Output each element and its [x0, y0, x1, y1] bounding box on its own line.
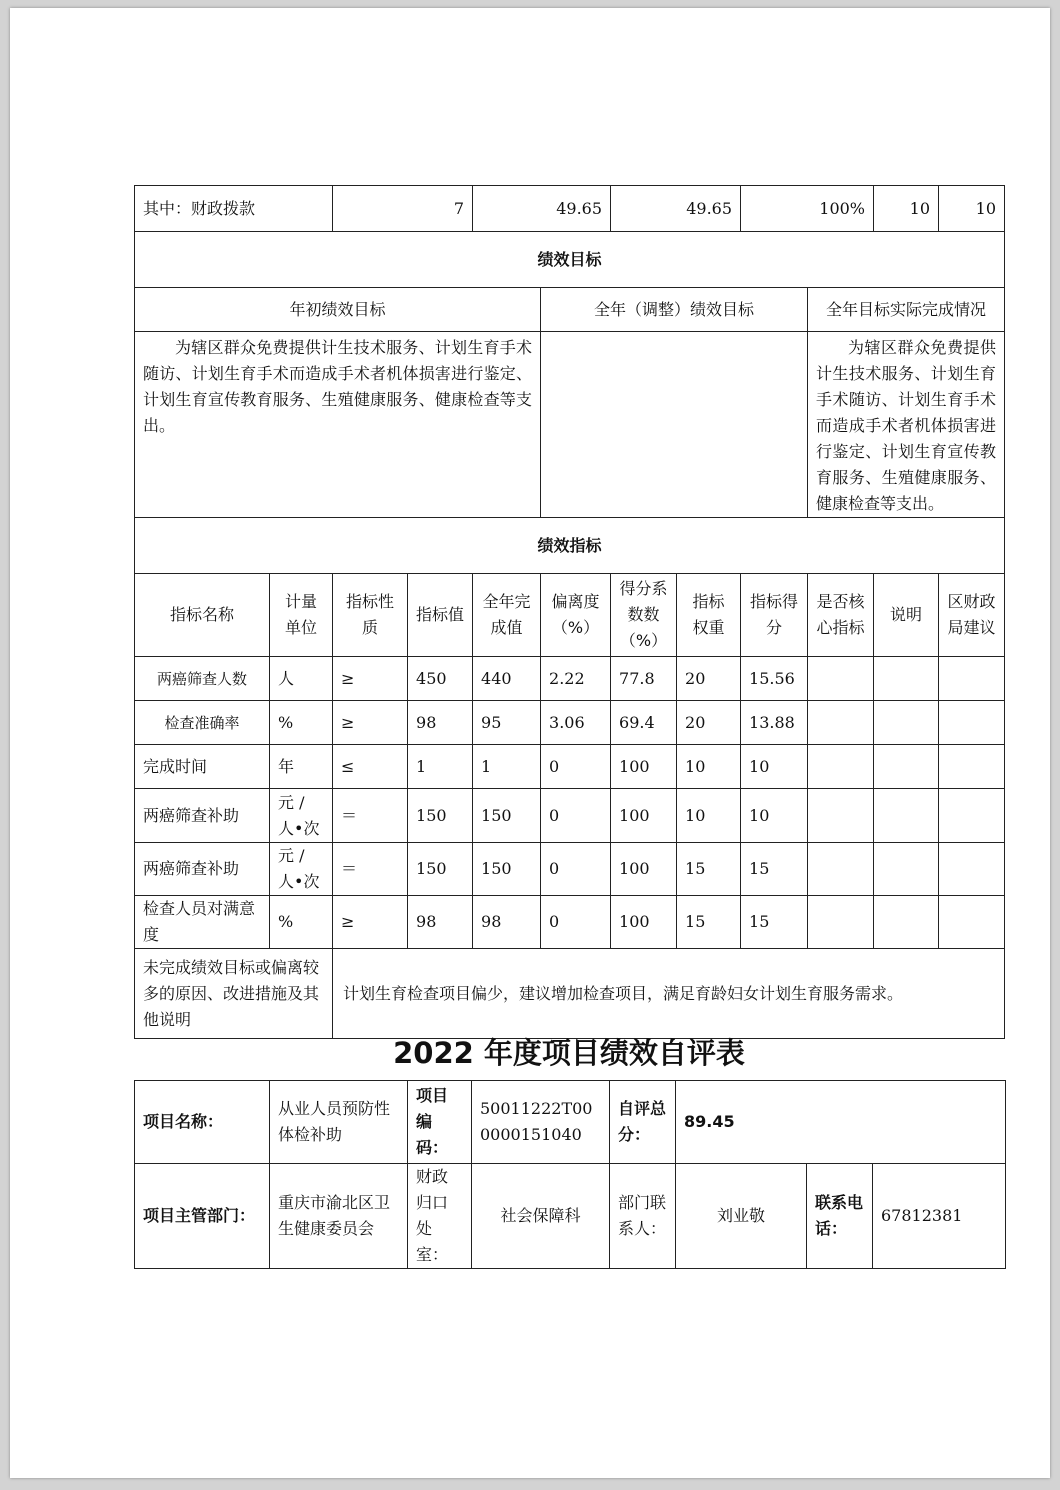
table-row [135, 701, 1005, 745]
indicator-actual: 440 [473, 657, 541, 701]
header-actual-value: 全年完成值 [473, 574, 541, 657]
indicator-actual: 150 [473, 789, 541, 843]
indicator-score: 15 [741, 843, 808, 896]
indicator-note [874, 843, 939, 896]
indicator-target: 150 [408, 843, 473, 896]
header-coefficient: 得分系数数（%） [611, 574, 677, 657]
indicator-target: 1 [408, 745, 473, 789]
indicator-deviation: 0 [541, 896, 611, 949]
form-title: 2022 年度项目绩效自评表 [393, 1036, 745, 1070]
indicator-unit: % [270, 896, 333, 949]
indicator-core [808, 701, 874, 745]
indicator-actual: 150 [473, 843, 541, 896]
indicator-name: 完成时间 [135, 745, 270, 789]
indicator-actual: 95 [473, 701, 541, 745]
funding-row [135, 186, 1005, 232]
funding-executed: 49.65 [611, 186, 741, 232]
self-score-label: 自评总分： [610, 1081, 676, 1164]
indicator-unit: 元 / 人•次 [270, 843, 333, 896]
indicator-core [808, 896, 874, 949]
indicator-advice [939, 843, 1005, 896]
goals-col-adjusted: 全年（调整）绩效目标 [541, 288, 808, 332]
indicator-nature: ≤ [333, 745, 408, 789]
self-score-value: 89.45 [676, 1081, 1006, 1164]
indicator-coefficient: 77.8 [611, 657, 677, 701]
table-row [135, 745, 1005, 789]
header-unit: 计量单位 [270, 574, 333, 657]
indicator-weight: 20 [677, 701, 741, 745]
indicator-weight: 15 [677, 896, 741, 949]
indicator-unit: 人 [270, 657, 333, 701]
indicator-nature: ＝ [333, 789, 408, 843]
indicator-deviation: 0 [541, 843, 611, 896]
indicator-nature: ≥ [333, 657, 408, 701]
header-target-value: 指标值 [408, 574, 473, 657]
indicators-header-row [135, 574, 1005, 657]
indicator-deviation: 0 [541, 789, 611, 843]
performance-table [134, 185, 1005, 1039]
indicators-section-title: 绩效指标 [135, 518, 1005, 574]
indicator-core [808, 745, 874, 789]
indicator-core [808, 843, 874, 896]
indicator-unit: 元 / 人•次 [270, 789, 333, 843]
indicator-deviation: 3.06 [541, 701, 611, 745]
indicator-coefficient: 100 [611, 745, 677, 789]
header-score: 指标得分 [741, 574, 808, 657]
indicator-weight: 10 [677, 789, 741, 843]
indicator-unit: 年 [270, 745, 333, 789]
indicator-coefficient: 100 [611, 789, 677, 843]
indicator-nature: ＝ [333, 843, 408, 896]
table-row [135, 657, 1005, 701]
indicator-name: 两癌筛查补助 [135, 789, 270, 843]
funding-score: 10 [939, 186, 1005, 232]
indicator-note [874, 701, 939, 745]
indicator-target: 98 [408, 896, 473, 949]
indicator-note [874, 657, 939, 701]
goals-col-actual: 全年目标实际完成情况 [808, 288, 1005, 332]
indicator-weight: 20 [677, 657, 741, 701]
goals-initial-text: 为辖区群众免费提供计生技术服务、计划生育手术随访、计划生育手术而造成手术者机体损害进行鉴定、计划生育宣传教育服务、生殖健康服务、健康检查等支出。 [135, 332, 541, 518]
header-deviation: 偏离度（%） [541, 574, 611, 657]
goals-section-title: 绩效目标 [135, 232, 1005, 288]
indicator-coefficient: 69.4 [611, 701, 677, 745]
indicator-advice [939, 789, 1005, 843]
indicator-target: 150 [408, 789, 473, 843]
remarks-label: 未完成绩效目标或偏离较多的原因、改进措施及其他说明 [135, 949, 333, 1039]
funding-weight: 10 [874, 186, 939, 232]
table-row [135, 789, 1005, 843]
indicator-score: 15.56 [741, 657, 808, 701]
indicator-nature: ≥ [333, 701, 408, 745]
indicator-weight: 10 [677, 745, 741, 789]
indicator-name: 检查准确率 [135, 701, 270, 745]
indicator-core [808, 789, 874, 843]
indicator-target: 98 [408, 701, 473, 745]
indicator-actual: 1 [473, 745, 541, 789]
header-advice: 区财政局建议 [939, 574, 1005, 657]
header-core: 是否核心指标 [808, 574, 874, 657]
remarks-text: 计划生育检查项目偏少，建议增加检查项目，满足育龄妇女计划生育服务需求。 [333, 949, 1005, 1039]
indicator-actual: 98 [473, 896, 541, 949]
indicator-score: 10 [741, 745, 808, 789]
contact-label: 部门联系人： [610, 1164, 676, 1269]
indicator-name: 检查人员对满意度 [135, 896, 270, 949]
project-code-label: 项目编码： [408, 1081, 472, 1164]
phone-label: 联系电话： [807, 1164, 873, 1269]
indicator-advice [939, 745, 1005, 789]
indicator-advice [939, 657, 1005, 701]
indicator-weight: 15 [677, 843, 741, 896]
project-info-table [134, 1080, 1006, 1269]
project-name-value: 从业人员预防性体检补助 [270, 1081, 408, 1164]
header-note: 说明 [874, 574, 939, 657]
funding-label: 其中：财政拨款 [135, 186, 333, 232]
project-name-label: 项目名称： [135, 1081, 270, 1164]
indicator-score: 15 [741, 896, 808, 949]
finance-office-label: 财政归口处室： [408, 1164, 472, 1269]
header-indicator-name: 指标名称 [135, 574, 270, 657]
goals-actual-text: 为辖区群众免费提供计生技术服务、计划生育手术随访、计划生育手术而造成手术者机体损害进行鉴定、计划生育宣传教育服务、生殖健康服务、健康检查等支出。 [808, 332, 1005, 518]
indicator-score: 13.88 [741, 701, 808, 745]
indicator-nature: ≥ [333, 896, 408, 949]
indicator-deviation: 2.22 [541, 657, 611, 701]
indicator-name: 两癌筛查补助 [135, 843, 270, 896]
indicator-name: 两癌筛查人数 [135, 657, 270, 701]
indicator-score: 10 [741, 789, 808, 843]
funding-initial-budget: 7 [333, 186, 473, 232]
indicator-note [874, 789, 939, 843]
indicator-target: 450 [408, 657, 473, 701]
table-row [135, 896, 1005, 949]
funding-annual-budget: 49.65 [473, 186, 611, 232]
dept-label: 项目主管部门： [135, 1164, 270, 1269]
header-weight: 指标权重 [677, 574, 741, 657]
goals-col-initial: 年初绩效目标 [135, 288, 541, 332]
indicator-coefficient: 100 [611, 843, 677, 896]
indicator-coefficient: 100 [611, 896, 677, 949]
indicator-unit: % [270, 701, 333, 745]
indicator-deviation: 0 [541, 745, 611, 789]
contact-value: 刘业敬 [676, 1164, 807, 1269]
finance-office-value: 社会保障科 [472, 1164, 610, 1269]
table-row [135, 843, 1005, 896]
indicator-core [808, 657, 874, 701]
indicator-note [874, 896, 939, 949]
phone-value: 67812381 [873, 1164, 1006, 1269]
dept-value: 重庆市渝北区卫生健康委员会 [270, 1164, 408, 1269]
funding-execution-rate: 100% [741, 186, 874, 232]
goals-adjusted-text [541, 332, 808, 518]
indicator-note [874, 745, 939, 789]
project-code-value: 50011222T000000151040 [472, 1081, 610, 1164]
indicator-advice [939, 701, 1005, 745]
indicator-advice [939, 896, 1005, 949]
header-nature: 指标性质 [333, 574, 408, 657]
